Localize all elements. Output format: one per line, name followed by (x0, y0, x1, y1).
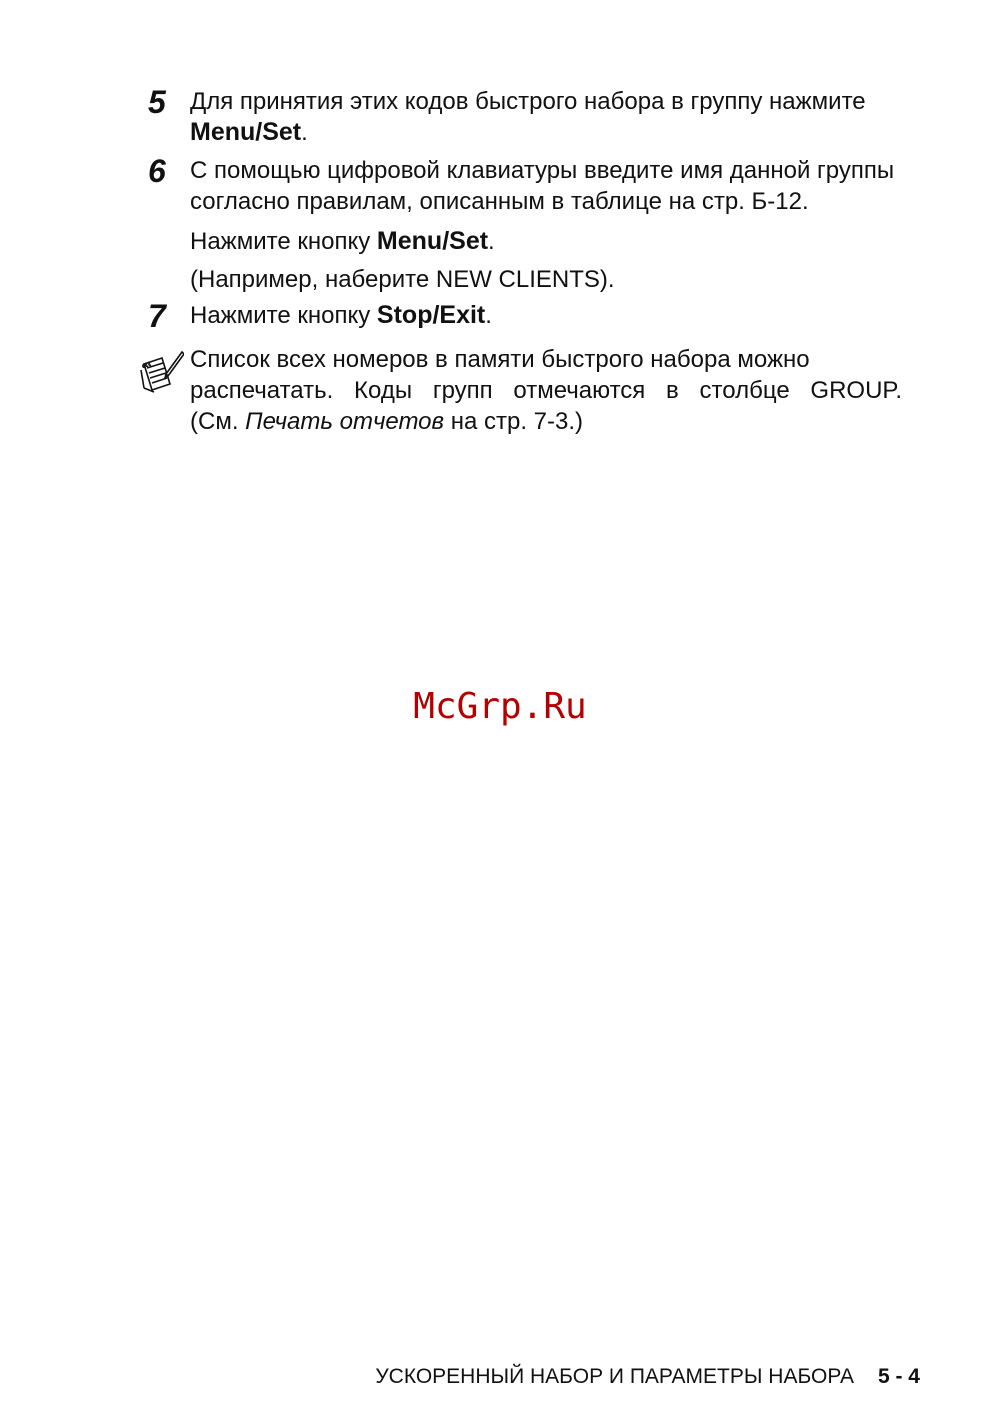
key-name: Stop/Exit (376, 301, 486, 329)
step-text (190, 155, 930, 217)
watermark: McGrp.Ru (413, 686, 587, 727)
punctuation: . (485, 302, 492, 329)
step-line: С помощью цифровой клавиатуры введите имя данной группы (190, 157, 895, 184)
punctuation: . (488, 228, 495, 255)
step-text (190, 300, 930, 331)
note-pencil-icon (140, 348, 184, 396)
step-line: Для принятия этих кодов быстрого набора в группу нажмите (190, 88, 866, 115)
note-ref-prefix: (См. (190, 408, 246, 435)
note-text (190, 344, 902, 437)
step-number: 6 (148, 153, 166, 189)
key-name: Menu/Set (376, 227, 489, 255)
step-number: 7 (148, 298, 166, 334)
step-line: согласно правилам, описанным в таблице на стр. Б-12. (190, 188, 809, 215)
example-text: (Например, наберите NEW CLIENTS). (190, 266, 615, 293)
note-line: распечатать. Коды групп отмечаются в столбце GROUP. (190, 377, 902, 404)
step-line (190, 117, 930, 148)
note-ref-tail: на стр. 7-3.) (444, 408, 584, 435)
note-line: Список всех номеров в памяти быстрого набора можно (190, 346, 810, 373)
page-footer (375, 1364, 920, 1390)
punctuation: . (301, 119, 308, 146)
page-number: 5 - 4 (877, 1365, 920, 1388)
step-line (190, 300, 930, 331)
step-text (190, 86, 930, 148)
chapter-title: УСКОРЕННЫЙ НАБОР И ПАРАМЕТРЫ НАБОРА (375, 1365, 854, 1388)
note-ref-link: Печать отчетов (245, 408, 445, 435)
step-number: 5 (148, 84, 166, 120)
instruction-text: Нажмите кнопку (190, 228, 377, 255)
key-name: Menu/Set (190, 118, 302, 146)
instruction-text: Нажмите кнопку (190, 302, 377, 329)
note-line (190, 406, 902, 437)
press-menu-set-instruction (190, 226, 495, 257)
